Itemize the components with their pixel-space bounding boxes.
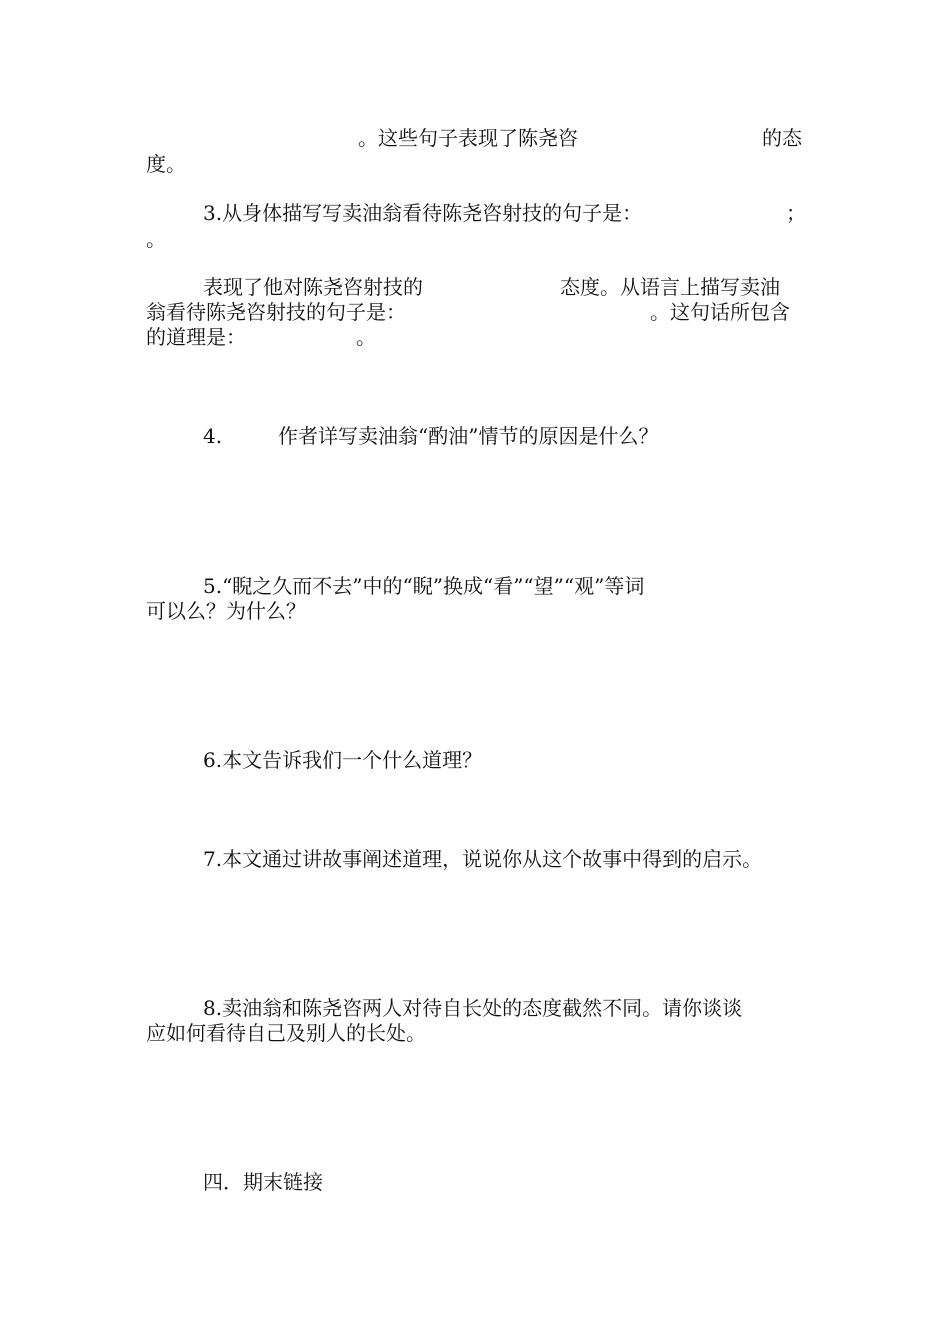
q2-line1-a: 。这些句子表现了陈尧咨 — [358, 126, 578, 150]
q3-line1-a: 3.从身体描写写卖油翁看待陈尧咨射技的句子是： — [203, 201, 643, 225]
q8-line1: 8.卖油翁和陈尧咨两人对待自长处的态度截然不同。请你谈谈 — [203, 996, 743, 1020]
q3-line5-a: 的道理是： — [146, 325, 246, 349]
q3-line4-b: 。这句话所包含 — [650, 300, 790, 324]
q3-line3-b: 态度。从语言上描写卖油 — [560, 275, 780, 299]
q4-number: 4. — [203, 424, 223, 448]
q2-line2: 度。 — [146, 152, 186, 176]
q4-text: 作者详写卖油翁“酌油”情节的原因是什么？ — [278, 424, 659, 448]
q3-line2: 。 — [146, 227, 166, 251]
q7-text: 7.本文通过讲故事阐述道理，说说你从这个故事中得到的启示。 — [203, 847, 763, 871]
q2-line1-b: 的态 — [762, 126, 802, 150]
q8-line2: 应如何看待自己及别人的长处。 — [146, 1021, 426, 1045]
q3-line3-a: 表现了他对陈尧咨射技的 — [203, 275, 423, 299]
section4-heading: 四．期末链接 — [203, 1170, 323, 1194]
q6-text: 6.本文告诉我们一个什么道理？ — [203, 748, 483, 772]
q3-line1-b: ； — [786, 201, 806, 225]
q3-line4-a: 翁看待陈尧咨射技的句子是： — [146, 300, 406, 324]
q3-line5-b: 。 — [356, 325, 376, 349]
q5-line1: 5.“睨之久而不去”中的“睨”换成“看”“望”“观”等词 — [203, 574, 645, 598]
q5-line2: 可以么？为什么？ — [146, 599, 306, 623]
